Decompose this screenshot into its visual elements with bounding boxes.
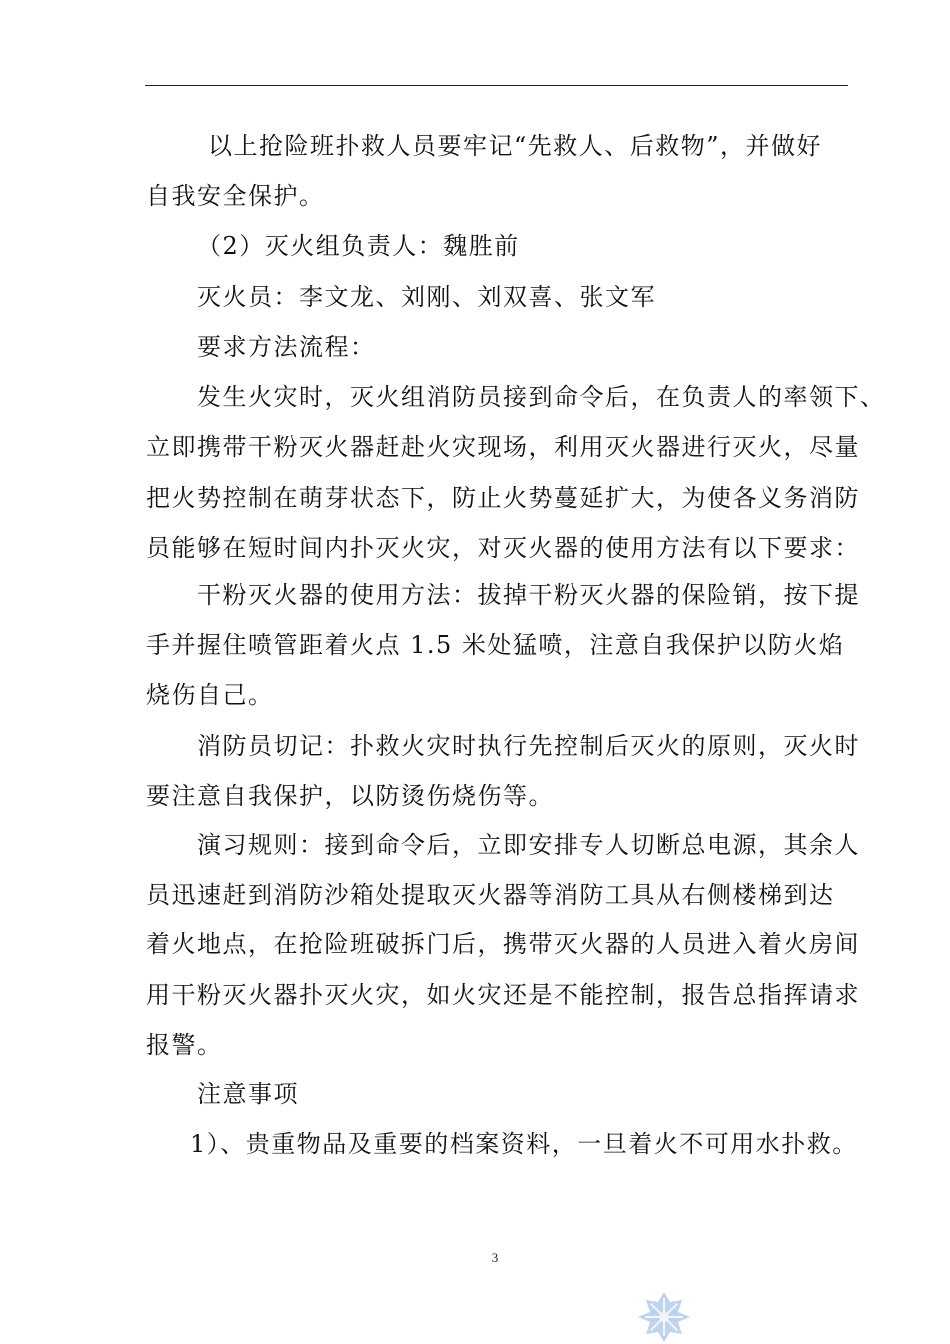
text-line: 干粉灭火器的使用方法：拔掉干粉灭火器的保险销，按下提 xyxy=(197,581,860,609)
text-line: 着火地点，在抢险班破拆门后，携带灭火器的人员进入着火房间 xyxy=(146,930,860,958)
page-number: 3 xyxy=(491,1250,499,1265)
text-line: 以上抢险班扑救人员要牢记“先救人、后救物”，并做好 xyxy=(208,132,823,160)
text-line: 发生火灾时，灭火组消防员接到命令后，在负责人的率领下、 xyxy=(197,383,886,411)
text-line: 自我安全保护。 xyxy=(146,182,325,210)
text-line: 灭火员：李文龙、刘刚、刘双喜、张文军 xyxy=(197,283,656,311)
text-line: 员能够在短时间内扑灭火灾，对灭火器的使用方法有以下要求： xyxy=(146,534,860,562)
text-line: 消防员切记：扑救火灾时执行先控制后灭火的原则，灭火时 xyxy=(197,732,860,760)
text-line: 要求方法流程： xyxy=(197,333,376,361)
text-line: 报警。 xyxy=(146,1031,223,1059)
text-line: 1）、贵重物品及重要的档案资料，一旦着火不可用水扑救。 xyxy=(190,1130,858,1158)
text-line: 要注意自我保护，以防烫伤烧伤等。 xyxy=(146,782,554,810)
section-heading: 注意事项 xyxy=(197,1080,299,1108)
header-rule xyxy=(145,85,848,86)
text-line: 员迅速赶到消防沙箱处提取灭火器等消防工具从右侧楼梯到达 xyxy=(146,881,835,909)
text-line: 演习规则：接到命令后，立即安排专人切断总电源，其余人 xyxy=(197,831,860,859)
snowflake-watermark-icon xyxy=(636,1290,692,1344)
text-line: 用干粉灭火器扑灭火灾，如火灾还是不能控制，报告总指挥请求 xyxy=(146,981,860,1009)
section-heading: （2）灭火组负责人：魏胜前 xyxy=(197,232,520,260)
text-line: 手并握住喷管距着火点 1.5 米处猛喷，注意自我保护以防火焰 xyxy=(146,631,845,659)
text-line: 烧伤自己。 xyxy=(146,681,274,709)
text-line: 立即携带干粉灭火器赶赴火灾现场，利用灭火器进行灭火，尽量 xyxy=(146,433,860,461)
text-line: 把火势控制在萌芽状态下，防止火势蔓延扩大，为使各义务消防 xyxy=(146,484,860,512)
